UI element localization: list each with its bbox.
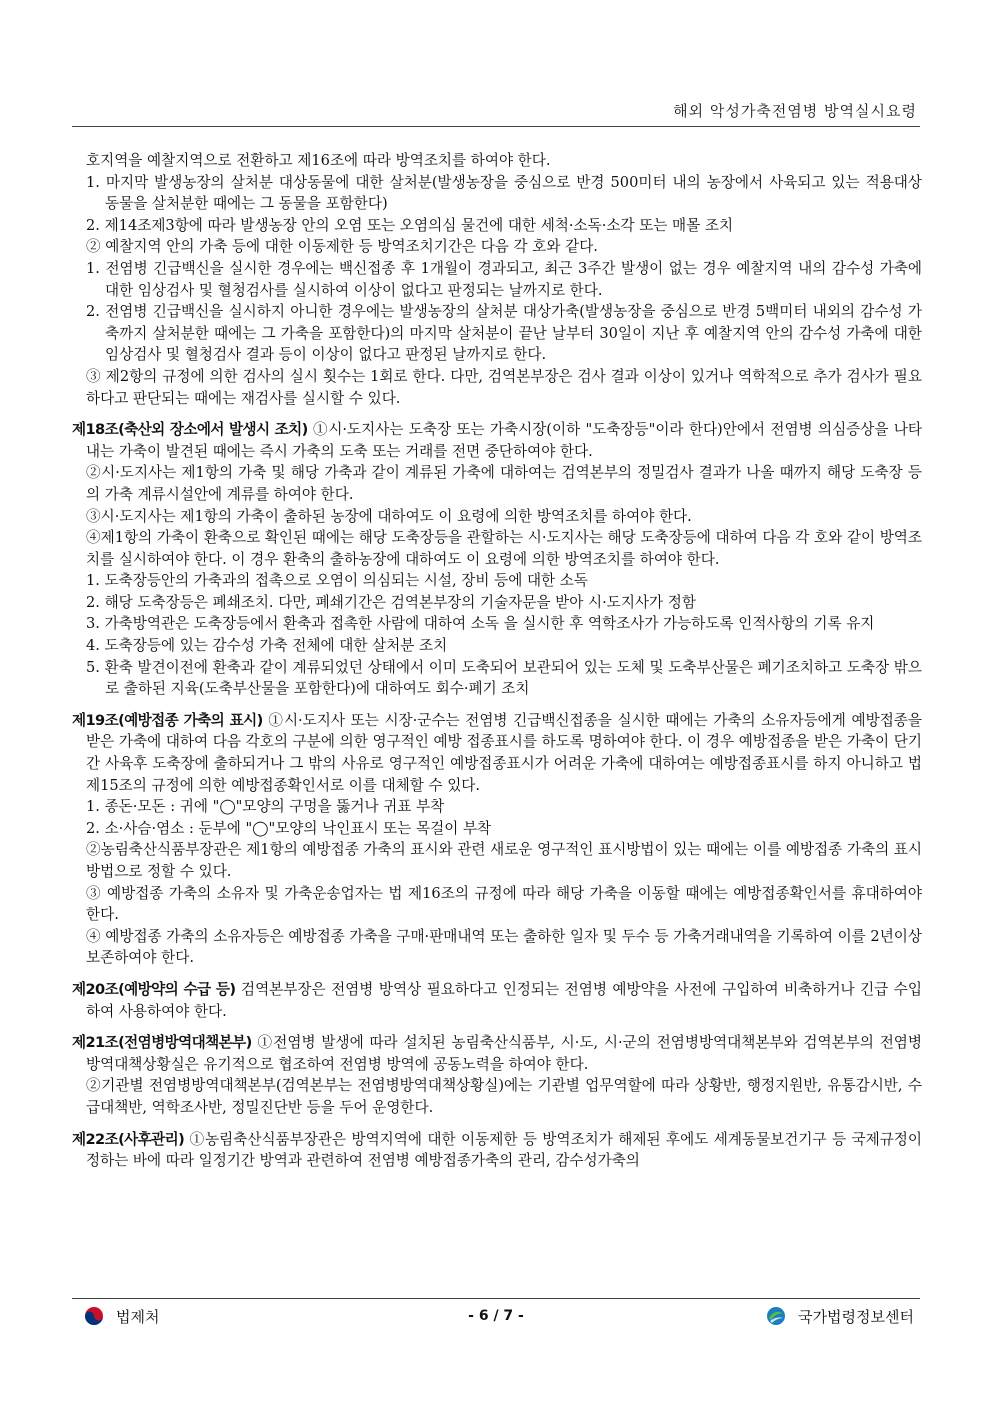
paragraph-text: 검역본부장은 전염병 방역상 필요하다고 인정되는 전염병 예방약을 사전에 구입하여 비축하거나 긴급 수입하여 사용하여야 한다. [86, 980, 922, 1020]
paragraph [72, 258, 922, 301]
document-header-title: 해외 악성가축전염병 방역실시요령 [673, 102, 917, 120]
paragraph-text: 1. 마지막 발생농장의 살처분 대상동물에 대한 살처분(발생농장을 중심으로 반경 500미터 내의 농장에서 사육되고 있는 적용대상 동물을 살처분한 때에는 그 동물을 포함한다) [86, 173, 922, 213]
paragraph-text: 4. 도축장등에 있는 감수성 가축 전체에 대한 살처분 조치 [86, 637, 448, 655]
paragraph-gap [72, 409, 922, 413]
paragraph-text: 2. 소·사슴·염소 : 둔부에 "◯"모양의 낙인표시 또는 목걸이 부착 [86, 819, 492, 837]
paragraph [72, 1075, 922, 1118]
paragraph-text: ①시·도지사는 도축장 또는 가축시장(이하 "도축장등"이라 한다)안에서 전염병 의심증상을 나타내는 가축이 발견된 때에는 즉시 가축의 도축 또는 거래를 전면 중단하여야 한다. [86, 421, 922, 460]
paragraph-text: 1. 종돈·모돈 : 귀에 "◯"모양의 구멍을 뚫거나 귀표 부착 [86, 798, 445, 816]
paragraph [72, 506, 922, 528]
article-title: 제22조(사후관리) [72, 1130, 185, 1148]
page-number: - 6 / 7 - [468, 1308, 524, 1324]
paragraph-gap [72, 969, 922, 973]
paragraph-text: 호지역을 예찰지역으로 전환하고 제16조에 따라 방역조치를 하여야 한다. [86, 152, 551, 169]
paragraph-gap [72, 1119, 922, 1123]
article-paragraph [72, 419, 922, 462]
footer-right [766, 1304, 914, 1328]
paragraph [72, 613, 922, 635]
paragraph-text: ④제1항의 가축이 환축으로 확인된 때에는 해당 도축장등을 관할하는 시·도지사는 해당 도축장등에 대하여 다음 각 호와 같이 방역조치를 실시하여야 한다. 이 경우 환축의 출하농장에 대하여도 이 요령에 의한 방역조치를 하여야 한다. [86, 529, 922, 568]
footer-divider [72, 1298, 920, 1299]
paragraph-gap [72, 700, 922, 704]
paragraph-text: 3. 가축방역관은 도축장등에서 환축과 접촉한 사람에 대하여 소독 을 실시한 후 역학조사가 가능하도록 인적사항의 기록 유지 [86, 615, 875, 633]
article-paragraph [72, 1032, 922, 1075]
paragraph [72, 462, 922, 505]
article-title: 제19조(예방접종 가축의 표시) [72, 711, 263, 729]
paragraph [72, 635, 922, 657]
paragraph [72, 366, 922, 409]
paragraph-text: ①시·도지사 또는 시장·군수는 전염병 긴급백신접종을 실시한 때에는 가축의 소유자등에게 예방접종을 받은 가축에 대하여 다음 각호의 구분에 의한 영구적인 예방 접종표시를 하도록 명하여야 한다. 이 경우 예방접종을 받은 가축이 단기간 사육후 도축장에 출하되거나 그 밖의 사유로 영구적인 예방접종표시가 어려운 가축에 대하여는 예방접종표시를 하지 아니하고 법 제15조의 규정에 의한 예방접종확인서로 이를 대체할 수 있다. [86, 711, 923, 794]
article-title: 제21조(전염병방역대책본부) [72, 1034, 252, 1052]
paragraph [72, 657, 922, 700]
article-paragraph [72, 710, 922, 796]
paragraph-text: ③ 예방접종 가축의 소유자 및 가축운송업자는 법 제16조의 규정에 따라 해당 가축을 이동할 때에는 예방접종확인서를 휴대하여야 한다. [86, 884, 922, 924]
paragraph-text: ③시·도지사는 제1항의 가축이 출하된 농장에 대하여도 이 요령에 의한 방역조치를 하여야 한다. [86, 507, 692, 525]
paragraph-text: ②시·도지사는 제1항의 가축 및 해당 가축과 같이 계류된 가축에 대하여는 검역본부의 정밀검사 결과가 나올 때까지 해당 도축장 등의 가축 계류시설안에 계류를 하여야 한다. [86, 464, 922, 503]
paragraph [72, 926, 922, 969]
paragraph-text: 1. 전염병 긴급백신을 실시한 경우에는 백신접종 후 1개월이 경과되고, 최근 3주간 발생이 없는 경우 예찰지역 내의 감수성 가축에 대한 임상검사 및 혈청검사를 실시하여 이상이 없다고 판정되는 날까지로 한다. [86, 259, 922, 299]
paragraph-text: ④ 예방접종 가축의 소유자등은 예방접종 가축을 구매·판매내역 또는 출하한 일자 및 두수 등 가축거래내역을 기록하여 이를 2년이상 보존하여야 한다. [86, 927, 922, 967]
paragraph [72, 301, 922, 366]
paragraph-text: 2. 전염병 긴급백신을 실시하지 아니한 경우에는 발생농장의 살처분 대상가축(발생농장을 중심으로 반경 5백미터 내외의 감수성 가축까지 살처분한 때에는 그 가축을 포함한다)의 마지막 살처분이 끝난 날부터 30일이 지난 후 예찰지역 안의 감수성 가축에 대한 임상검사 및 혈청검사 결과 등이 이상이 없다고 판정된 날까지로 한다. [86, 303, 922, 364]
article-title: 제20조(예방약의 수급 등) [72, 980, 236, 998]
paragraph [72, 883, 922, 926]
header-divider [72, 126, 920, 127]
paragraph [72, 570, 922, 592]
paragraph-text: ①농림축산식품부장관은 방역지역에 대한 이동제한 등 방역조치가 해제된 후에도 세계동물보건기구 등 국제규정이 정하는 바에 따라 일정기간 방역과 관련하여 전염병 예방접종가축의 관리, 감수성가축의 [86, 1130, 922, 1170]
paragraph [72, 818, 922, 840]
paragraph-text: ②기관별 전염병방역대책본부(검역본부는 전염병방역대책상황실)에는 기관별 업무역할에 따라 상황반, 행정지원반, 유통감시반, 수급대책반, 역학조사반, 정밀진단반 등을 두어 운영한다. [86, 1077, 922, 1116]
paragraph [72, 527, 922, 570]
paragraph [72, 592, 922, 614]
paragraph-text: 2. 제14조제3항에 따라 발생농장 안의 오염 또는 오염의심 물건에 대한 세척·소독·소각 또는 매몰 조치 [86, 216, 734, 234]
footer-right-label: 국가법령정보센터 [798, 1307, 914, 1326]
article-paragraph [72, 979, 922, 1022]
document-body [72, 150, 922, 1172]
paragraph [72, 150, 922, 172]
paragraph-text: 1. 도축장등안의 가축과의 접촉으로 오염이 의심되는 시설, 장비 등에 대한 소독 [86, 572, 588, 590]
paragraph-gap [72, 1022, 922, 1026]
footer-left-label: 법제처 [116, 1307, 160, 1326]
paragraph [72, 215, 922, 237]
paragraph-text: ②농림축산식품부장관은 제1항의 예방접종 가축의 표시와 관련 새로운 영구적인 표시방법이 있는 때에는 이를 예방접종 가축의 표시방법으로 정할 수 있다. [86, 841, 922, 880]
paragraph [72, 172, 922, 215]
paragraph-text: ③ 제2항의 규정에 의한 검사의 실시 횟수는 1회로 한다. 다만, 검역본부장은 검사 결과 이상이 있거나 역학적으로 추가 검사가 필요하다고 판단되는 때에는 재검사를 실시할 수 있다. [86, 367, 922, 407]
paragraph [72, 796, 922, 818]
paragraph-text: ② 예찰지역 안의 가축 등에 대한 이동제한 등 방역조치기간은 다음 각 호와 같다. [86, 238, 598, 256]
paragraph [72, 236, 922, 258]
paragraph-text: ①전염병 발생에 따라 설치된 농림축산식품부, 시·도, 시·군의 전염병방역대책본부와 검역본부의 전염병방역대책상황실은 유기적으로 협조하여 전염병 방역에 공동노력을 하여야 한다. [86, 1034, 922, 1073]
law-info-center-logo-icon [766, 1306, 786, 1326]
paragraph-text: 5. 환축 발견이전에 환축과 같이 계류되었던 상태에서 이미 도축되어 보관되어 있는 도체 및 도축부산물은 폐기조치하고 도축장 밖으로 출하된 지육(도축부산물을 포함한다)에 대하여도 회수·폐기 조치 [86, 658, 922, 698]
article-paragraph [72, 1129, 922, 1172]
paragraph [72, 839, 922, 882]
paragraph-text: 2. 해당 도축장등은 폐쇄조치. 다만, 폐쇄기간은 검역본부장의 기술자문을 받아 시·도지사가 정함 [86, 593, 696, 611]
article-title: 제18조(축산외 장소에서 발생시 조치) [72, 421, 308, 439]
